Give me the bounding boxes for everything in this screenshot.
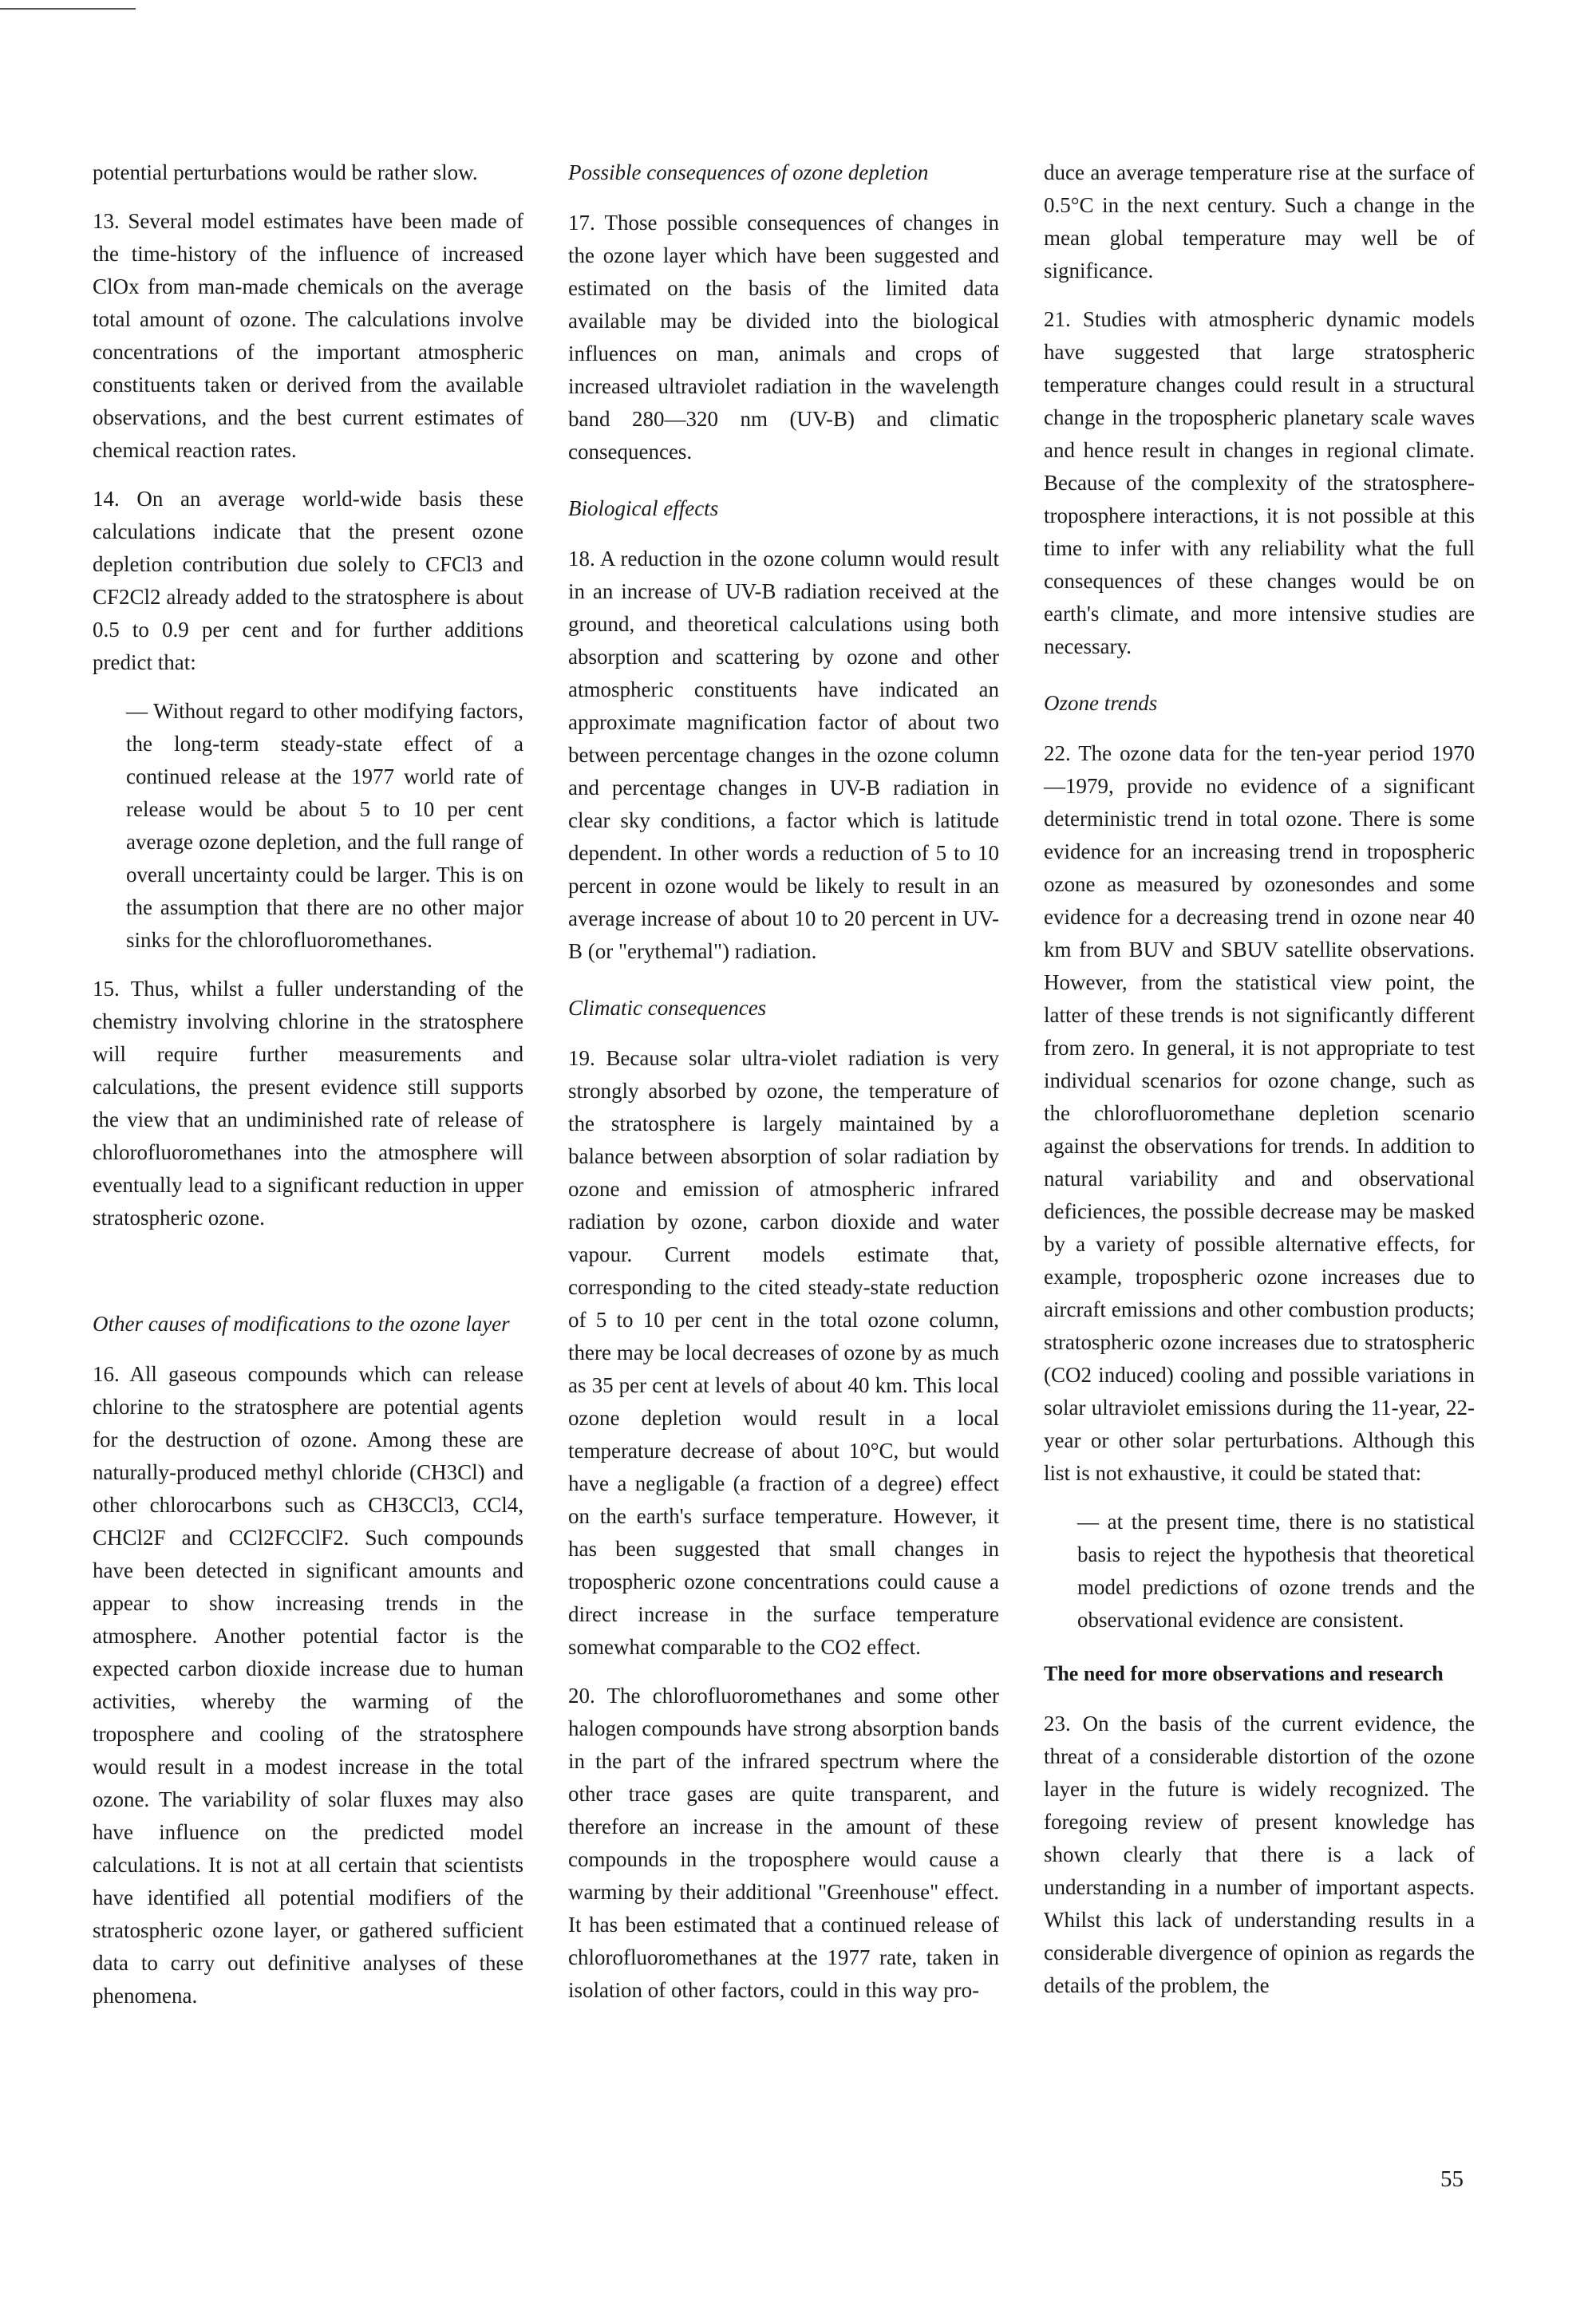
paragraph-22: 22. The ozone data for the ten-year period 1970—1979, provide no evidence of a significant deterministic trend in total ozone. There is some evidence for an increasing trend in tropospheric ozone as measured by ozonesondes and some evidence for a decreasing trend in ozone near 40 km from BUV and SBUV satellite observations. However, from the statistical view point, the latter of these trends is not significantly different from zero. In general, it is not appropriate to test individual scenarios for ozone change, such as the chlorofluoromethane depletion scenario against the observations for trends. In addition to natural variability and and observational deficiences, the possible decrease may be masked by a variety of possible alternative effects, for example, tropospheric ozone increases due to aircraft emissions and other combustion products; stratospheric ozone increases due to stratospheric (CO2 induced) cooling and possible variations in solar ultraviolet emissions during the 11-year, 22-year or other solar perturbations. Although this list is not exhaustive, it could be stated that: bbox=[1044, 741, 1475, 1485]
paragraph-14: 14. On an average world-wide basis these calculations indicate that the present ozone depletion contribution due solely to CFCl3 and CF2Cl2 already added to the stratosphere is about 0.5 to 0.9 per cent and for further additions predict that: bbox=[93, 487, 523, 674]
paragraph-13: 13. Several model estimates have been made of the time-history of the influence of increased ClOx from man-made chemicals on the average total amount of ozone. The calculations involve concentrations of the important atmospheric constituents taken or derived from the available observations, and the best current estimates of chemical reaction rates. bbox=[93, 209, 523, 462]
heading-other-causes: Other causes of modifications to the ozone layer bbox=[93, 1312, 510, 1336]
heading-need-for-research: The need for more observations and research bbox=[1044, 1662, 1444, 1685]
paragraph-21: 21. Studies with atmospheric dynamic models have suggested that large stratospheric temperature changes could result in a structural change in the tropospheric planetary scale waves and hence result in changes in regional climate. Because of the complexity of the stratosphere-troposphere interactions, it is not possible at this time to infer with any reliability what the full consequences of these changes would be on earth's climate, and more intensive studies are necessary. bbox=[1044, 307, 1475, 658]
heading-climatic-consequences: Climatic consequences bbox=[568, 996, 767, 1020]
paragraph-14-dash-item: — Without regard to other modifying factors, the long-term steady-state effect of a continued release at the 1977 world rate of release would be about 5 to 10 per cent average ozone depletion, and the full range of overall uncertainty could be larger. This is on the assumption that there are no other major sinks for the chlorofluoromethanes. bbox=[126, 699, 523, 952]
heading-biological-effects: Biological effects bbox=[568, 496, 719, 520]
paragraph-15: 15. Thus, whilst a fuller understanding of the chemistry involving chlorine in the stratosphere will require further measurements and calculations, the present evidence still supports the view that an undiminished rate of release of chlorofluoromethanes into the atmosphere will eventually lead to a significant reduction in upper stratospheric ozone. bbox=[93, 977, 523, 1230]
paragraph-16: 16. All gaseous compounds which can release chlorine to the stratosphere are potential agents for the destruction of ozone. Among these are naturally-produced methyl chloride (CH3Cl) and other chlorocarbons such as CH3CCl3, CCl4, CHCl2F and CCl2FCClF2. Such compounds have been detected in significant amounts and appear to show increasing trends in the atmosphere. Another potential factor is the expected carbon dioxide increase due to human activities, whereby the warming of the troposphere and cooling of the stratosphere would result in a modest increase in the total ozone. The variability of solar fluxes may also have influence on the predicted model calculations. It is not at all certain that scientists have identified all potential modifiers of the stratospheric ozone layer, or gathered sufficient data to carry out definitive analyses of these phenomena. bbox=[93, 1362, 523, 2008]
paragraph-continuation: potential perturbations would be rather slow. bbox=[93, 160, 478, 184]
paragraph-17: 17. Those possible consequences of changes in the ozone layer which have been suggested and estimated on the basis of the limited data available may be divided into the biological influences on man, animals and crops of increased ultraviolet radiation in the wavelength band 280—320 nm (UV-B) and climatic consequences. bbox=[568, 211, 999, 464]
scan-edge-line bbox=[0, 8, 136, 10]
paragraph-19: 19. Because solar ultra-violet radiation is very strongly absorbed by ozone, the temperature of the stratosphere is largely maintained by a balance between absorption of solar radiation by ozone and emission of atmospheric infrared radiation by ozone, carbon dioxide and water vapour. Current models estimate that, corresponding to the cited steady-state reduction of 5 to 10 per cent in the total ozone column, there may be local decreases of ozone by as much as 35 per cent at levels of about 40 km. This local ozone depletion would result in a local temperature decrease of about 10°C, but would have a negligable (a fraction of a degree) effect on the earth's surface temperature. However, it has been suggested that small changes in tropospheric ozone concentrations could cause a direct increase in the surface temperature somewhat comparable to the CO2 effect. bbox=[568, 1046, 999, 1659]
paragraph-18: 18. A reduction in the ozone column would result in an increase of UV-B radiation received at the ground, and theoretical calculations using both absorption and scattering by ozone and other atmospheric constituents have indicated an approximate magnification factor of about two between percentage changes in the ozone column and percentage changes in UV-B radiation in clear sky conditions, a factor which is latitude dependent. In other words a reduction of 5 to 10 percent in ozone would be likely to result in an average increase of about 10 to 20 percent in UV-B (or "erythemal") radiation. bbox=[568, 547, 999, 963]
column-left bbox=[93, 156, 523, 2028]
page-number: 55 bbox=[1440, 2166, 1464, 2192]
paragraph-23: 23. On the basis of the current evidence, the threat of a considerable distortion of the ozone layer in the future is widely recognized. The foregoing review of present knowledge has shown clearly that there is a lack of understanding in a number of important aspects. Whilst this lack of understanding results in a considerable divergence of opinion as regards the details of the problem, the bbox=[1044, 1712, 1475, 1997]
heading-ozone-trends: Ozone trends bbox=[1044, 691, 1158, 715]
paragraph-22-dash-item: — at the present time, there is no statistical basis to reject the hypothesis that theoretical model predictions of ozone trends and the observational evidence are consistent. bbox=[1077, 1510, 1475, 1632]
column-right bbox=[1044, 156, 1475, 2018]
paragraph-20: 20. The chlorofluoromethanes and some other halogen compounds have strong absorption bands in the part of the infrared spectrum where the other trace gases are quite transparent, and therefore an increase in the amount of these compounds in the troposphere would cause a warming by their additional "Greenhouse" effect. It has been estimated that a continued release of chlorofluoromethanes at the 1977 rate, taken in isolation of other factors, could in this way pro- bbox=[568, 1684, 999, 2002]
paragraph-20-continuation: duce an average temperature rise at the surface of 0.5°C in the next century. Such a change in the mean global temperature may well be of significance. bbox=[1044, 160, 1475, 282]
column-middle bbox=[568, 156, 999, 2023]
heading-possible-consequences: Possible consequences of ozone depletion bbox=[568, 160, 929, 184]
